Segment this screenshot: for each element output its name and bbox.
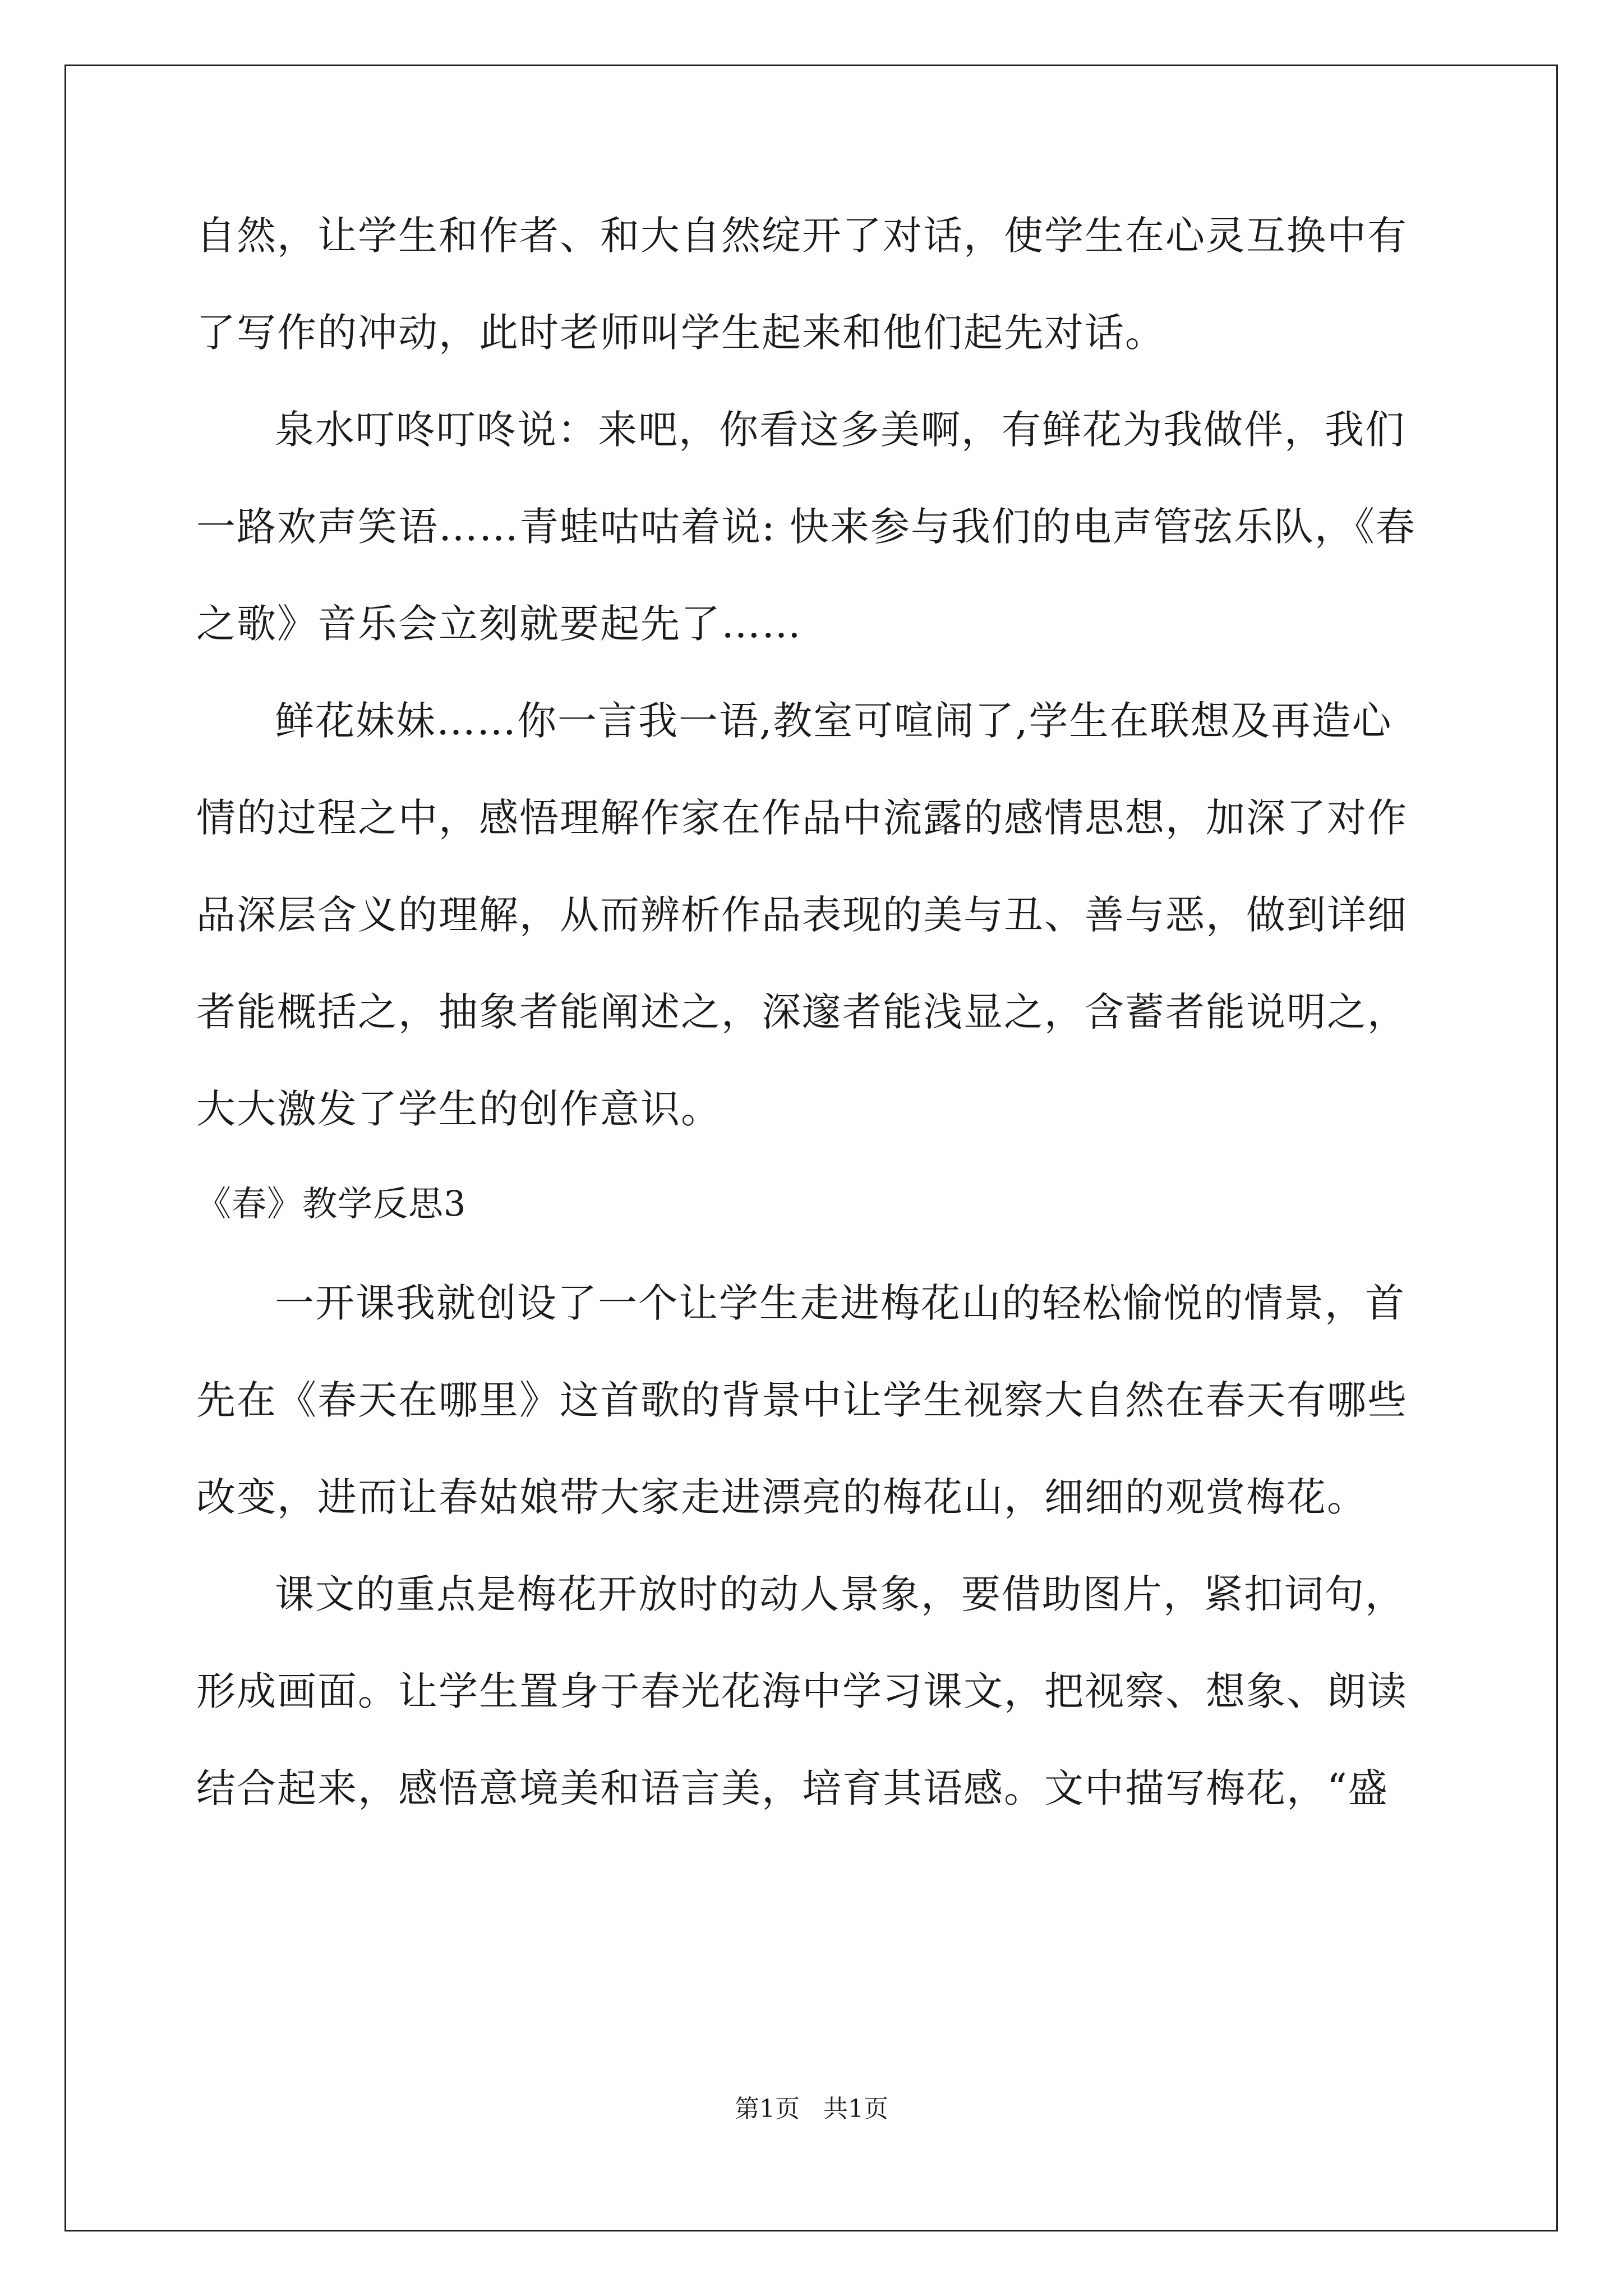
section-heading: 《春》教学反思3 <box>196 1183 467 1224</box>
paragraph-line: 情的过程之中，感悟理解作家在作品中流露的感情思想，加深了对作 <box>196 795 1408 841</box>
paragraph-line: 鲜花妹妹……你一言我一语,教室可喧闹了,学生在联想及再造心 <box>275 698 1393 744</box>
paragraph-line: 改变，进而让春姑娘带大家走进漂亮的梅花山，细细的观赏梅花。 <box>196 1474 1367 1520</box>
paragraph-line: 泉水叮咚叮咚说：来吧，你看这多美啊，有鲜花为我做伴，我们 <box>275 407 1405 453</box>
paragraph-line: 自然，让学生和作者、和大自然绽开了对话，使学生在心灵互换中有 <box>196 213 1408 259</box>
page-footer: 第1页 共1页 <box>735 2095 888 2123</box>
paragraph-line: 课文的重点是梅花开放时的动人景象，要借助图片，紧扣词句， <box>275 1571 1405 1617</box>
paragraph-line: 结合起来，感悟意境美和语言美，培育其语感。文中描写梅花，“盛 <box>196 1765 1389 1811</box>
paragraph-line: 大大激发了学生的创作意识。 <box>196 1086 721 1132</box>
paragraph-line: 了写作的冲动，此时老师叫学生起来和他们起先对话。 <box>196 310 1165 356</box>
paragraph-line: 一开课我就创设了一个让学生走进梅花山的轻松愉悦的情景，首 <box>275 1280 1405 1326</box>
paragraph-line: 一路欢声笑语……青蛙咕咕着说: 快来参与我们的电声管弦乐队，《春 <box>196 504 1416 550</box>
paragraph-line: 者能概括之，抽象者能阐述之，深邃者能浅显之，含蓄者能说明之， <box>196 989 1408 1035</box>
paragraph-line: 之歌》音乐会立刻就要起先了…… <box>196 601 802 647</box>
paragraph-line: 形成画面。让学生置身于春光花海中学习课文，把视察、想象、朗读 <box>196 1668 1408 1714</box>
document-body <box>196 213 1430 1866</box>
paragraph-line: 先在《春天在哪里》这首歌的背景中让学生视察大自然在春天有哪些 <box>196 1377 1408 1423</box>
paragraph-line: 品深层含义的理解，从而辨析作品表现的美与丑、善与恶，做到详细 <box>196 892 1408 938</box>
